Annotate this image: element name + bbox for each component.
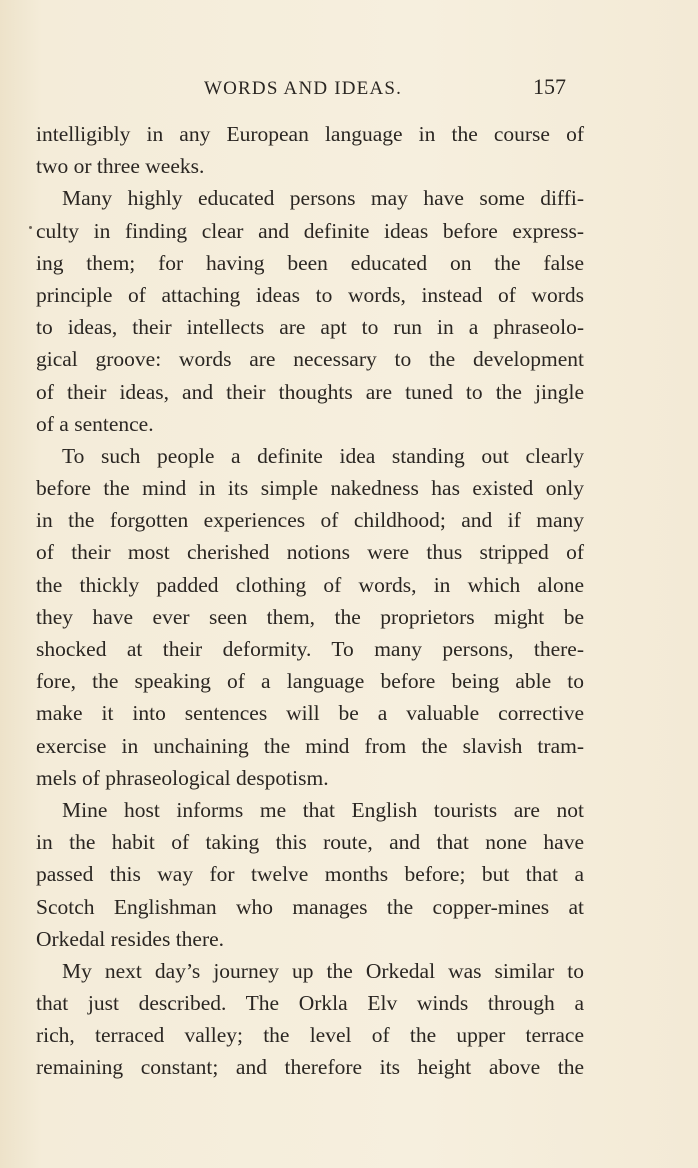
text-line: intelligibly in any European language in the course of	[36, 122, 584, 146]
text-line: the thickly padded clothing of words, in which alone	[36, 572, 584, 597]
text-line: Orkedal resides there.	[36, 926, 225, 951]
text-line: remaining constant; and therefore its height above the	[36, 1055, 584, 1080]
page-number: 157	[533, 74, 566, 99]
text-line: before the mind in its simple nakedness has existed only	[36, 476, 584, 501]
text-line: Mine host informs me that English tourists are not	[62, 797, 584, 822]
running-title: WORDS AND IDEAS.	[204, 78, 403, 99]
text-line: Many highly educated persons may have some diffi-	[62, 186, 584, 211]
text-line: mels of phraseological despotism.	[36, 765, 329, 790]
page-header	[0, 72, 698, 102]
text-line: gical groove: words are necessary to the development	[36, 347, 584, 372]
text-line: culty in finding clear and definite ideas before express-	[36, 218, 584, 243]
text-line: to ideas, their intellects are apt to run in a phraseolo-	[36, 315, 584, 340]
text-line: shocked at their deformity. To many persons, there-	[36, 637, 584, 661]
text-line: fore, the speaking of a language before being able to	[36, 669, 584, 694]
text-line: ing them; for having been educated on the false	[36, 250, 584, 275]
text-line: of a sentence.	[36, 411, 154, 436]
text-line: My next day’s journey up the Orkedal was similar to	[62, 958, 584, 983]
text-line: make it into sentences will be a valuable corrective	[36, 701, 584, 726]
text-line: in the habit of taking this route, and that none have	[36, 830, 584, 855]
text-line: exercise in unchaining the mind from the slavish tram-	[36, 733, 584, 758]
text-line: To such people a definite idea standing out clearly	[62, 443, 584, 468]
text-line: passed this way for twelve months before; but that a	[36, 862, 584, 887]
text-line: of their ideas, and their thoughts are tuned to the jingle	[36, 379, 584, 404]
text-line: Scotch Englishman who manages the copper-mines at	[36, 894, 584, 919]
text-line: rich, terraced valley; the level of the upper terrace	[36, 1023, 584, 1048]
text-line: principle of attaching ideas to words, instead of words	[36, 282, 584, 307]
text-line: of their most cherished notions were thus stripped of	[36, 540, 584, 565]
text-line: that just described. The Orkla Elv winds through a	[36, 991, 584, 1016]
body-text	[36, 118, 584, 1084]
text-line: they have ever seen them, the proprietors might be	[36, 604, 584, 629]
text-line: in the forgotten experiences of childhood; and if many	[36, 508, 584, 533]
margin-speck	[29, 226, 32, 229]
text-line: two or three weeks.	[36, 154, 205, 179]
